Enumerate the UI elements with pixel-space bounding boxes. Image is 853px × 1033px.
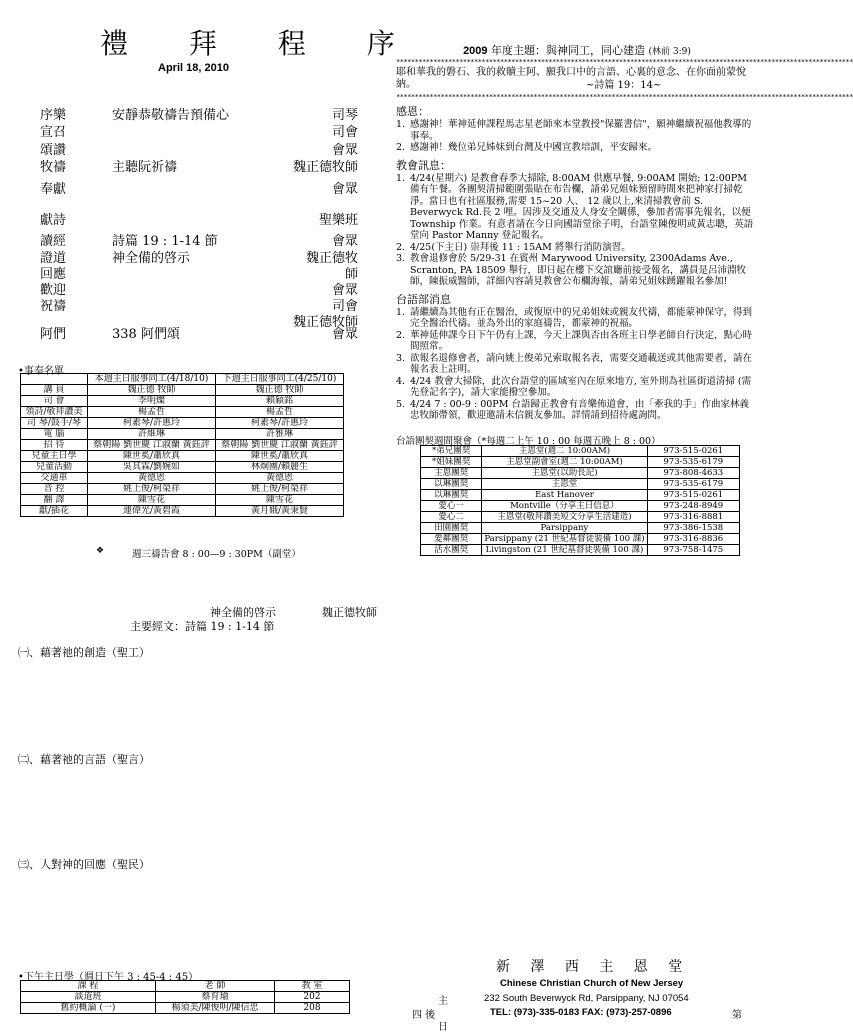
list-number: 5.: [396, 398, 406, 410]
table-row: [21, 462, 344, 473]
order-row: [40, 295, 358, 330]
theme-verse: 耶和華我的磐石、我的救贖主阿、願我口中的言語、心裏的意念、在你面前蒙悅納。: [396, 67, 746, 90]
order-item: 證道: [40, 251, 67, 266]
table-cell: 蔡朝陽 劉世慶 江淑蘭 黃鈺評: [216, 440, 344, 451]
table-row: [421, 512, 740, 523]
table-cell: 電 腦: [21, 429, 88, 440]
table-cell: 973-316-8836: [647, 534, 739, 545]
order-item: 祝禱: [40, 299, 67, 314]
list-text: 4/25(下主日) 崇拜後 11 : 15AM 將舉行消防演習。: [410, 241, 631, 253]
order-desc: 神全備的啓示: [112, 251, 191, 266]
order-row: [40, 139, 358, 158]
table-cell: 司 會: [21, 396, 88, 407]
order-item: 宣召: [40, 125, 67, 140]
order-item: 讀經: [40, 234, 67, 249]
table-cell: 973-515-0261: [647, 446, 739, 457]
side-left-top: 主: [438, 996, 448, 1007]
table-cell: 973-758-1475: [647, 545, 739, 556]
table-row: [21, 473, 344, 484]
table-cell: 楊孟哲: [216, 407, 344, 418]
service-head-this: 本週主日服事同工(4/18/10): [88, 374, 216, 385]
table-cell: 田園團契: [421, 523, 482, 534]
list-item: [396, 353, 758, 376]
order-row: [40, 178, 358, 197]
table-cell: 許維琳: [88, 429, 216, 440]
order-item: 頌讚: [40, 143, 67, 158]
table-cell: Montville（分享主日信息）: [482, 501, 647, 512]
order-person: 會眾: [331, 234, 358, 249]
divider-stars-bottom: ***************************************************************************************************************************: [396, 93, 853, 101]
thanks-list: [396, 119, 758, 154]
table-cell: 司 琴/鼓手/琴: [21, 418, 88, 429]
service-table-corner: [21, 374, 88, 385]
table-row: [421, 446, 740, 457]
table-cell: *弟兄團契: [421, 446, 482, 457]
order-item: 回應: [40, 267, 67, 282]
table-row: [21, 429, 344, 440]
sermon-point-2: ㈡、藉著祂的言語（聖言）: [18, 753, 150, 766]
list-number: 3.: [396, 253, 406, 264]
bulletin-date: April 18, 2010: [158, 62, 229, 74]
table-cell: Parsippany: [482, 523, 647, 534]
table-row: [421, 457, 740, 468]
news-header: 教會訊息：: [396, 158, 451, 172]
list-text: 4/24 7 : 00-9 : 00PM 台語歸正教會有音樂佈道會，由「牽我的手」作曲家林義忠牧師帶領，歡迎邀請未信親友參加。詳情請到招待處詢問。: [410, 398, 749, 421]
table-cell: 兒童主日學: [21, 451, 88, 462]
table-cell: 主恩堂(週二 10:00AM): [482, 446, 647, 457]
list-text: 4/24(星期六) 是教會春季大掃除, 8:00AM 供應早餐, 9:00AM 開始; 12:00PM 備有午餐。各團契清掃範圍張貼在布告欄，請弟兄姐妹預留時間來把神家打掃乾淨。當日也有社區服務,需要 15~20 人、 12 歲以上,來清掃教會前 S. Beverwyck Rd.長 2 哩。因涉及交通及人身安全關係，參加者需事先報名，以便 Township 作業。有意者請在今日向國語堂徐子明，台語堂陳俊明或黃志聰，英語堂向 Pastor Manny 登記報名。: [410, 172, 754, 241]
order-desc: 安靜恭敬禱告預備心: [112, 108, 230, 123]
order-row: [40, 209, 358, 228]
list-number: 2.: [396, 329, 406, 341]
list-number: 1.: [396, 306, 406, 318]
order-row: [40, 263, 358, 282]
table-cell: 愛心一: [421, 501, 482, 512]
table-cell: 以琳團契: [421, 490, 482, 501]
table-cell: Parsippany (21 世紀基督徒裝備 100 課): [482, 534, 647, 545]
table-cell: Livingston (21 世紀基督徒裝備 100 課): [482, 545, 647, 556]
table-cell: 楊須美/陳俊明/陳信忠: [156, 1003, 275, 1014]
table-cell: 973-515-0261: [647, 490, 739, 501]
order-item: 序樂: [40, 108, 67, 123]
table-cell: 主恩團契: [421, 468, 482, 479]
table-cell: 主恩堂(敬拜讚美短文分享生活建造): [482, 512, 647, 523]
table-row: [421, 534, 740, 545]
order-person: 司琴: [331, 108, 358, 123]
list-item: [396, 242, 758, 254]
ss-head-room: 教 室: [275, 981, 350, 992]
service-head-next: 下週主日服事同工(4/25/10): [216, 374, 344, 385]
table-cell: 973-248-8949: [647, 501, 739, 512]
table-cell: 翻 譯: [21, 495, 88, 506]
list-text: 請繼續為其他有正在醫治，或復原中的兄弟姐妹或親友代禱，都能蒙神保守，得到完全醫治代禱。並為外出的家庭禱告，都蒙神的祝福。: [410, 306, 753, 329]
table-cell: *姐妹團契: [421, 457, 482, 468]
list-number: 3.: [396, 352, 406, 364]
table-cell: 黃德恩: [88, 473, 216, 484]
order-person: 會眾: [331, 182, 358, 197]
order-person: 司會: [331, 125, 358, 140]
prayer-meeting: 週三禱告會 8 : 00—9 : 30PM（副堂）: [132, 549, 301, 560]
table-cell: 談道班: [21, 992, 156, 1003]
list-text: 華神延伸課今日下午仍有上課，今天上課與否由各班主日學老師自行決定，點心時間照常。: [410, 329, 753, 352]
table-cell: 愛心二: [421, 512, 482, 523]
sunday-school-label: •下午主日學（週日下午 3 : 45-4 : 45）: [18, 972, 199, 983]
table-cell: 陳世奚/蕭欣真: [88, 451, 216, 462]
list-item: [396, 142, 758, 154]
table-cell: 賴穎銘: [216, 396, 344, 407]
order-item: 奉獻: [40, 182, 67, 197]
table-row: [21, 385, 344, 396]
table-row: [421, 501, 740, 512]
table-cell: 姚上俊/柯榮祥: [216, 484, 344, 495]
list-number: 2.: [396, 241, 406, 253]
table-cell: 兒童活動: [21, 462, 88, 473]
table-row: [21, 396, 344, 407]
table-cell: East Hanover: [482, 490, 647, 501]
table-cell: 蔡朝陽 劉世慶 江淑蘭 黃鈺評: [88, 440, 216, 451]
bulletin-title: 禮 拜 程 序: [100, 27, 421, 60]
table-row: [421, 468, 740, 479]
prayer-meeting-bullet: ❖: [96, 546, 105, 556]
table-row: [21, 451, 344, 462]
table-cell: 招 待: [21, 440, 88, 451]
fellowship-table: [420, 445, 740, 556]
table-cell: 姚上俊/柯榮祥: [88, 484, 216, 495]
table-row: [421, 523, 740, 534]
order-person: 會眾: [331, 327, 358, 342]
order-desc: 主聽阮祈禱: [112, 160, 178, 175]
order-item: 牧禱: [40, 160, 67, 175]
order-person: 魏正德牧: [305, 251, 358, 266]
order-row: [40, 156, 358, 175]
table-cell: 973-386-1538: [647, 523, 739, 534]
church-phone: TEL: (973)-335-0183 FAX: (973)-257-0896: [490, 1007, 672, 1018]
church-name-en: Chinese Christian Church of New Jersey: [500, 978, 684, 989]
sermon-point-1: ㈠、藉著祂的創造（聖工）: [18, 646, 150, 659]
list-number: 2.: [396, 142, 406, 153]
table-row: [21, 506, 344, 517]
order-row: [40, 121, 358, 140]
list-number: 4.: [396, 375, 406, 387]
order-row: [40, 279, 358, 298]
table-cell: 以琳團契: [421, 479, 482, 490]
table-row: [21, 484, 344, 495]
table-row: [421, 545, 740, 556]
church-name-cn: 新 澤 西 主 恩 堂: [496, 959, 691, 975]
table-cell: 領詩/敬拜讚美: [21, 407, 88, 418]
table-cell: 973-535-6179: [647, 479, 739, 490]
divider-stars-top: ***************************************************************************************************************************: [396, 58, 853, 66]
table-cell: 吳其霖/劉婉如: [88, 462, 216, 473]
theme-year: 2009: [463, 45, 488, 57]
list-number: 1.: [396, 172, 406, 184]
order-item: 獻詩: [40, 213, 67, 228]
list-item: [396, 399, 758, 422]
table-row: [21, 418, 344, 429]
table-cell: 蔡育瑜: [156, 992, 275, 1003]
table-cell: 柯素琴/許惠玲: [88, 418, 216, 429]
news-list: [396, 173, 758, 288]
table-cell: 連偉光/黃碧霞: [88, 506, 216, 517]
service-table: [20, 373, 344, 517]
table-cell: 魏正德 牧師: [216, 385, 344, 396]
table-row: [21, 992, 350, 1003]
sermon-point-3: ㈢、人對神的回應（聖民）: [18, 858, 150, 871]
table-cell: 音 控: [21, 484, 88, 495]
table-cell: 陳世奚/蕭欣真: [216, 451, 344, 462]
side-left: 四 後: [412, 1010, 436, 1021]
theme-verse-ref: ~詩篇 19：14~: [586, 80, 662, 91]
table-cell: 973-808-4633: [647, 468, 739, 479]
side-right: 第: [732, 1010, 742, 1021]
table-cell: 獻/插花: [21, 506, 88, 517]
taiwanese-list: [396, 307, 758, 422]
table-cell: 黃月娥/黃秉賢: [216, 506, 344, 517]
ss-head-teacher: 老 師: [156, 981, 275, 992]
order-person-cont: 師: [344, 267, 358, 282]
table-row: [21, 1003, 350, 1014]
list-text: 感謝神！幾位弟兄姊妹到台灣及中國宣教培訓，平安歸來。: [410, 142, 658, 153]
theme-line: [396, 42, 758, 58]
table-cell: 愛鄰團契: [421, 534, 482, 545]
list-item: [396, 173, 758, 242]
table-cell: 主恩堂副會室(週二 10:00AM): [482, 457, 647, 468]
table-cell: 林炯團/賴麗生: [216, 462, 344, 473]
order-row: [40, 323, 358, 342]
theme-text: 年度主題：與神同工，同心建造: [491, 44, 646, 57]
table-cell: 黃德恩: [216, 473, 344, 484]
table-cell: 973-535-6179: [647, 457, 739, 468]
order-row: [40, 104, 358, 123]
church-address: 232 South Beverwyck Rd, Parsippany, NJ 07054: [484, 993, 689, 1004]
fellowship-label: 台語團契週間聚會（*每週二上午 10 : 00 每週五晚上 8 : 00）: [396, 436, 661, 447]
list-text: 感謝神！華神延伸課程馬志星老師來本堂教授"保羅書信"，願神繼續祝福他教導的事奉。: [410, 119, 752, 142]
order-person: 魏正德牧師: [292, 160, 358, 175]
order-person: 司會: [331, 299, 358, 314]
list-item: [396, 253, 758, 288]
sermon-title: 神全備的啓示: [210, 606, 276, 619]
side-left-bottom: 日: [438, 1022, 448, 1033]
right-content: [396, 101, 758, 422]
table-row: [421, 479, 740, 490]
table-cell: 魏正德 牧師: [88, 385, 216, 396]
sermon-scripture: 主要經文：詩篇 19 : 1-14 節: [130, 620, 275, 633]
table-row: [21, 495, 344, 506]
order-item: 阿們: [40, 327, 67, 342]
table-cell: 主恩堂(以助長記): [482, 468, 647, 479]
table-cell: 208: [275, 1003, 350, 1014]
list-item: [396, 376, 758, 399]
table-cell: 講 員: [21, 385, 88, 396]
service-list-label: •事奉名單: [18, 366, 64, 377]
ss-head-course: 課 程: [21, 981, 156, 992]
order-person: 會眾: [331, 143, 358, 158]
sermon-speaker: 魏正德牧師: [322, 606, 377, 619]
thanks-header: 感恩：: [396, 105, 429, 118]
table-cell: 柯素琴/許惠玲: [216, 418, 344, 429]
list-item: [396, 119, 758, 142]
taiwanese-header: 台語部消息: [396, 292, 451, 306]
table-row: [421, 490, 740, 501]
list-item: [396, 307, 758, 330]
list-text: 4/24 教會大掃除，此次台語堂的區域室內在原來地方, 室外則為社區街道清掃 (需先登記名字)，請大家能撥空參加。: [410, 375, 752, 398]
order-person-cont: 魏正德牧師: [292, 315, 358, 330]
order-desc: 詩篇 19 : 1-14 節: [112, 234, 218, 249]
list-text: 教會退修會於 5/29-31 在賓州 Marywood University, 2300Adams Ave., Scranton, PA 18509 舉行，即日起在樓下交誼廳前接受報名，講員是呂沛淵牧師，陳振威醫師，詳細內容請見教會公布欄海報，請弟兄姐妹踴躍報名參加!: [410, 253, 746, 287]
order-item: 歡迎: [40, 283, 67, 298]
order-row: [40, 230, 358, 249]
table-row: [21, 440, 344, 451]
order-desc: 338 阿們頌: [112, 327, 180, 342]
list-text: 欲報名退修會者，請向姚上俊弟兄索取報名表，需要交通載送或其他需要者，請在報名表上註明。: [410, 352, 753, 375]
table-cell: 楊孟哲: [88, 407, 216, 418]
table-cell: 202: [275, 992, 350, 1003]
table-cell: 973-316-8881: [647, 512, 739, 523]
list-number: 1.: [396, 119, 406, 130]
table-cell: 陳雪花: [88, 495, 216, 506]
table-cell: 李明燦: [88, 396, 216, 407]
table-cell: 陳雪花: [216, 495, 344, 506]
table-cell: 交通車: [21, 473, 88, 484]
table-cell: 舊約概論 (一): [21, 1003, 156, 1014]
list-item: [396, 330, 758, 353]
order-person: 會眾: [331, 283, 358, 298]
table-cell: 主恩堂: [482, 479, 647, 490]
table-cell: 活水團契: [421, 545, 482, 556]
table-cell: 許雅琳: [216, 429, 344, 440]
sunday-school-table: [20, 980, 350, 1014]
order-person: 聖樂班: [318, 213, 358, 228]
theme-ref: (林前 3:9): [648, 47, 691, 57]
table-row: [21, 407, 344, 418]
